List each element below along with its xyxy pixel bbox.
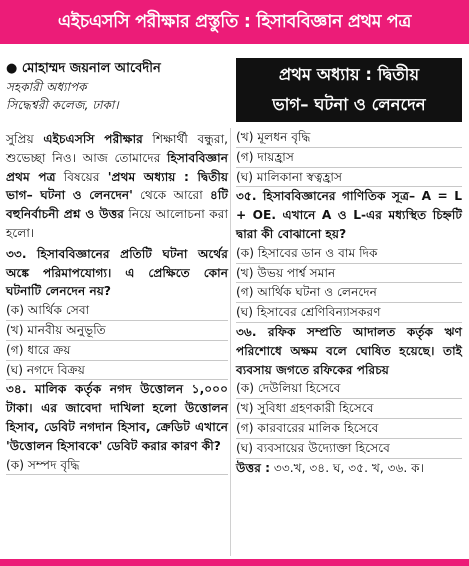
question-35: ৩৫. হিসাববিজ্ঞানের গাণিতিক সূত্র– A = L + OE. এখানে A ও L-এর মধ্যস্থিত চিহ্নটি দ্বারা কী বোঝানো হয়? xyxy=(236,189,462,241)
author-college: সিদ্ধেশ্বরী কলেজ, ঢাকা। xyxy=(6,98,119,112)
q33-option-d: (ঘ) নগদে বিক্রয় xyxy=(6,361,228,381)
intro-paragraph: সুপ্রিয় এইচএসসি পরীক্ষার শিক্ষার্থী বন্ধুরা, শুভেচ্ছা নিও। আজ তোমাদের হিসাববিজ্ঞান প্রথম পত্র বিষয়ের 'প্রথম অধ্যায় : দ্বিতীয় ভাগ– ঘটনা ও লেনদেন' থেকে আরো ৪টি বহুনির্বাচনী প্রশ্ন ও উত্তর নিয়ে আলোচনা করা হলো। xyxy=(6,132,229,240)
q36-option-a: (ক) দেউলিয়া হিসেবে xyxy=(236,379,462,399)
q36-option-c: (গ) কারবারের মালিক হিসেবে xyxy=(236,419,462,439)
left-column xyxy=(6,130,228,475)
q33-option-a: (ক) আর্থিক সেবা xyxy=(6,301,228,321)
banner-title: এইচএসসি পরীক্ষার প্রস্তুতি : হিসাববিজ্ঞান প্রথম পত্র xyxy=(57,12,412,32)
q35-option-b: (খ) উভয় পার্শ্ব সমান xyxy=(236,264,462,284)
chapter-box xyxy=(236,58,462,122)
question-34: ৩৪. মালিক কর্তৃক নগদ উত্তোলন ১,০০০ টাকা। এর জাবেদা দাখিলা হলো উত্তোলন হিসাব, ডেবিট নগদান হিসাব, ক্রেডিট এখানে 'উত্তোলন হিসাবকে' ডেবিট করার কারণ কী? xyxy=(6,382,228,453)
right-column xyxy=(236,128,462,477)
q34-option-a: (ক) সম্পদ বৃদ্ধি xyxy=(6,456,228,476)
column-divider xyxy=(230,128,231,556)
q36-option-d: (ঘ) ব্যবসায়ের উদ্যোক্তা হিসেবে xyxy=(236,439,462,459)
author-block xyxy=(6,60,231,114)
chapter-line-1: প্রথম অধ্যায় : দ্বিতীয় xyxy=(278,65,420,84)
q33-option-b: (খ) মানবীয় অনুভূতি xyxy=(6,321,228,341)
q35-option-a: (ক) হিসাবের ডান ও বাম দিক xyxy=(236,244,462,264)
answer-label: উত্তর : xyxy=(236,460,271,475)
bottom-bar xyxy=(0,559,469,566)
q34-option-d: (ঘ) মালিকানা স্বত্বহ্রাস xyxy=(236,168,462,188)
q35-option-c: (গ) আর্থিক ঘটনা ও লেনদেন xyxy=(236,283,462,303)
question-36: ৩৬. রফিক সম্প্রতি আদালত কর্তৃক ঋণ পরিশোধে অক্ষম বলে ঘোষিত হয়েছে। তাই ব্যবসায় জগতে রফিকের পরিচয় xyxy=(236,324,462,377)
q35-option-d: (ঘ) হিসাবের শ্রেণিবিন্যাসকরণ xyxy=(236,303,462,323)
question-33: ৩৩. হিসাববিজ্ঞানের প্রতিটি ঘটনা অর্থের অঙ্কে পরিমাপযোগ্য। এ প্রেক্ষিতে কোন ঘটনাটি লেনদেন নয়? xyxy=(6,246,228,299)
q33-option-c: (গ) ধারে ক্রয় xyxy=(6,341,228,361)
q34-option-c: (গ) দায়হ্রাস xyxy=(236,148,462,168)
author-name: ● মোহাম্মদ জয়নাল আবেদীন xyxy=(6,61,161,76)
author-designation: সহকারী অধ্যাপক xyxy=(6,80,87,94)
q34-option-b: (খ) মূলধন বৃদ্ধি xyxy=(236,128,462,148)
q36-option-b: (খ) সুবিধা গ্রহণকারী হিসেবে xyxy=(236,399,462,419)
answer-key xyxy=(236,459,462,478)
chapter-line-2: ভাগ– ঘটনা ও লেনদেন xyxy=(272,95,426,114)
answer-text: ৩৩.খ, ৩৪. ঘ, ৩৫. খ, ৩৬. ক। xyxy=(270,460,425,475)
page-banner xyxy=(0,0,469,44)
